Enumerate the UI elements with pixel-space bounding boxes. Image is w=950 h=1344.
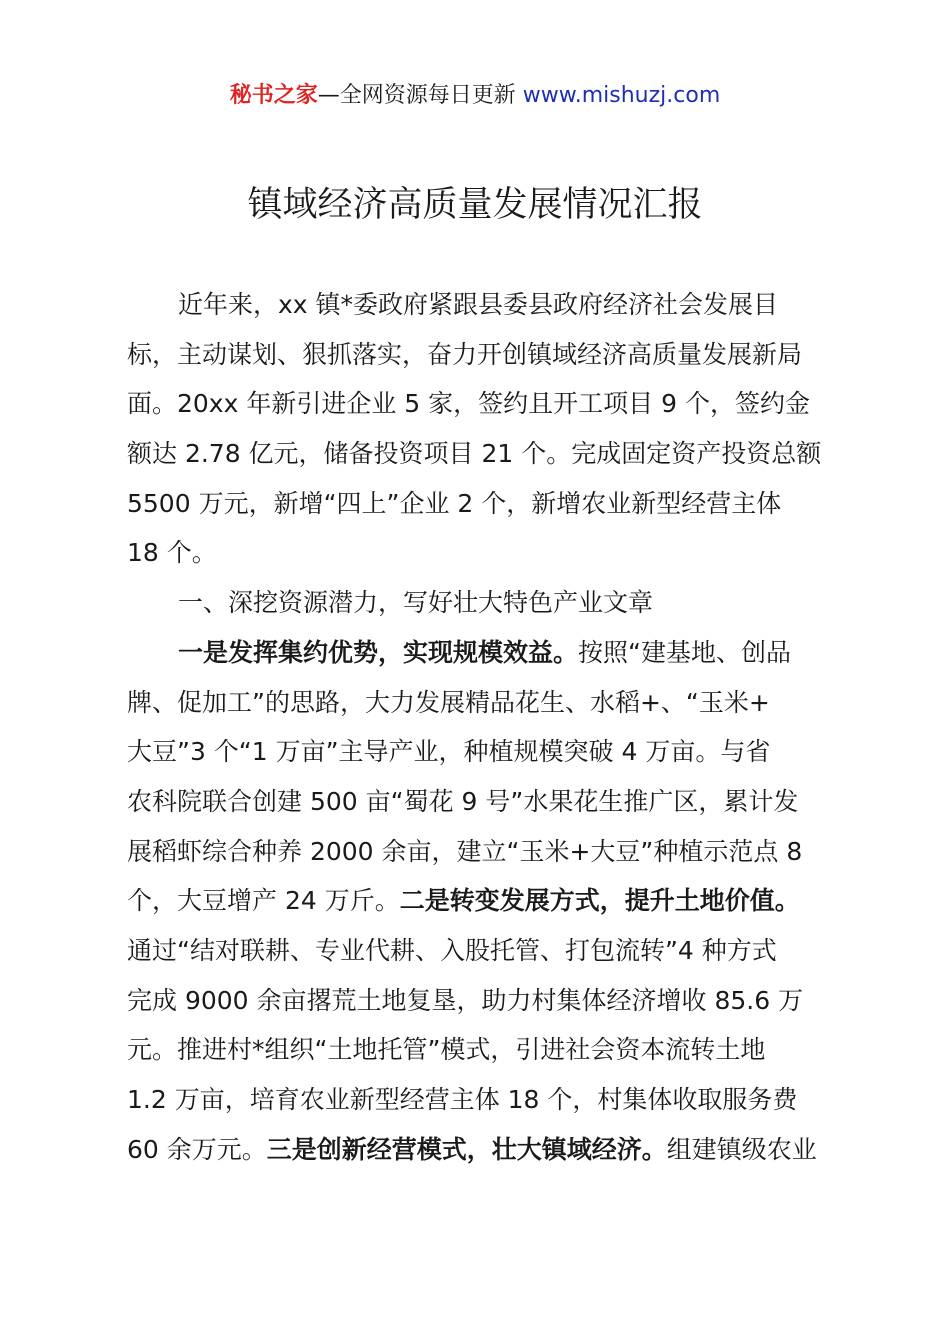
line-text: 60 余万元。 bbox=[127, 1134, 267, 1164]
paragraph-line bbox=[127, 876, 837, 926]
paragraph-line: 完成 9000 余亩撂荒土地复垦，助力村集体经济增收 85.6 万 bbox=[127, 985, 804, 1015]
paragraph-line: 5500 万元，新增“四上”企业 2 个，新增农业新型经营主体 bbox=[127, 488, 782, 518]
paragraph-line: 额达 2.78 亿元，储备投资项目 21 个。完成固定资产投资总额 bbox=[127, 439, 822, 469]
paragraph-line: 通过“结对联耕、专业代耕、入股托管、打包流转”4 种方式 bbox=[127, 935, 777, 965]
paragraph-line bbox=[127, 628, 837, 678]
line-text: 组建镇级农业 bbox=[666, 1134, 817, 1164]
paragraph-line: 面。20xx 年新引进企业 5 家，签约且开工项目 9 个，签约金 bbox=[127, 389, 810, 419]
paragraph-line bbox=[127, 1125, 837, 1175]
point-heading: 二是转变发展方式，提升土地价值。 bbox=[399, 886, 800, 916]
paragraph-line: 近年来，xx 镇*委政府紧跟县委县政府经济社会发展目 bbox=[178, 290, 779, 319]
point-heading: 一是发挥集约优势，实现规模效益。 bbox=[178, 637, 579, 667]
site-url-link[interactable]: www.mishuzj.com bbox=[522, 83, 721, 108]
point-heading: 三是创新经营模式，壮大镇域经济。 bbox=[266, 1134, 667, 1164]
site-brand: 秘书之家 bbox=[229, 83, 318, 108]
line-text: 按照“建基地、创品 bbox=[578, 637, 791, 667]
paragraph-line: 展稻虾综合种养 2000 余亩，建立“玉米+大豆”种植示范点 8 bbox=[127, 836, 803, 866]
site-header bbox=[0, 80, 950, 112]
paragraph-line: 1.2 万亩，培育农业新型经营主体 18 个，村集体收取服务费 bbox=[127, 1085, 798, 1114]
site-tagline: —全网资源每日更新 bbox=[317, 83, 523, 108]
document-body bbox=[127, 280, 837, 1174]
paragraph-line: 18 个。 bbox=[127, 538, 217, 568]
paragraph-line: 元。推进村*组织“土地托管”模式，引进社会资本流转土地 bbox=[127, 1035, 766, 1065]
paragraph-line: 农科院联合创建 500 亩“蜀花 9 号”水果花生推广区，累计发 bbox=[127, 786, 799, 816]
paragraph-line: 标，主动谋划、狠抓落实，奋力开创镇域经济高质量发展新局 bbox=[127, 339, 803, 369]
section-heading: 一、深挖资源潜力，写好壮大特色产业文章 bbox=[178, 588, 654, 618]
paragraph-line: 大豆”3 个“1 万亩”主导产业，种植规模突破 4 万亩。与省 bbox=[127, 737, 771, 767]
line-text: 个，大豆增产 24 万斤。 bbox=[127, 886, 400, 916]
paragraph-line: 牌、促加工”的思路，大力发展精品花生、水稻+、“玉米+ bbox=[127, 687, 770, 717]
document-title: 镇域经济高质量发展情况汇报 bbox=[247, 185, 703, 225]
